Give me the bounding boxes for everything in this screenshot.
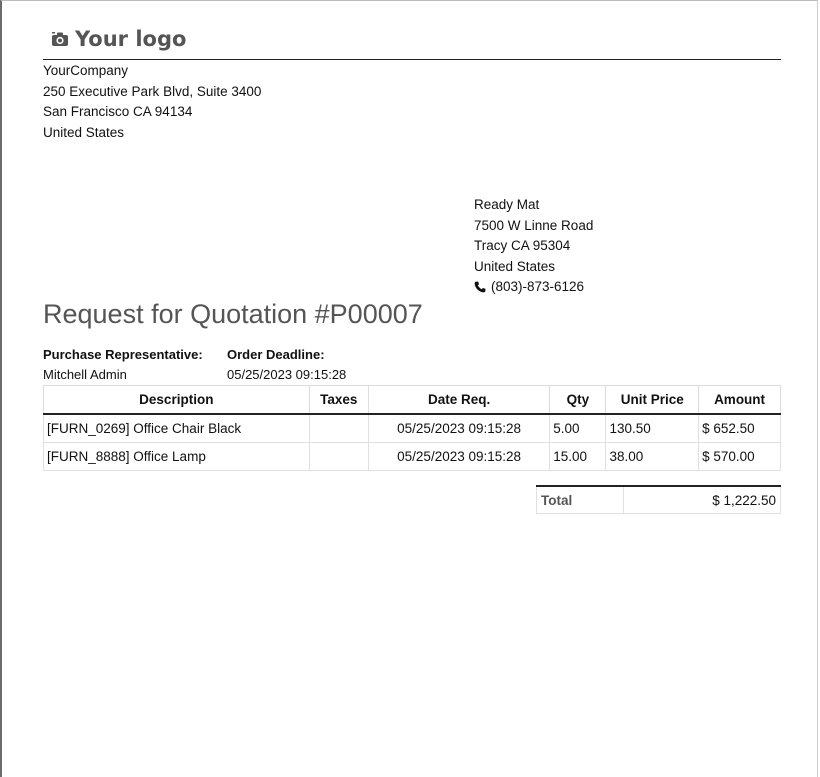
row-qty: 15.00 bbox=[550, 443, 606, 471]
order-deadline-block bbox=[227, 345, 346, 385]
total-label: Total bbox=[537, 486, 624, 514]
row-description: [FURN_8888] Office Lamp bbox=[44, 443, 310, 471]
table-row bbox=[44, 443, 781, 471]
logo-text: Your logo bbox=[75, 27, 187, 51]
total-row bbox=[537, 486, 781, 514]
total-value: $ 1,222.50 bbox=[624, 486, 781, 514]
row-amount: $ 652.50 bbox=[699, 414, 781, 443]
col-qty: Qty bbox=[550, 386, 606, 415]
company-address bbox=[43, 61, 261, 143]
vendor-name: Ready Mat bbox=[474, 197, 540, 212]
col-amount: Amount bbox=[699, 386, 781, 415]
col-description: Description bbox=[44, 386, 310, 415]
company-city: San Francisco CA 94134 bbox=[43, 104, 193, 119]
col-taxes: Taxes bbox=[309, 386, 368, 415]
company-logo bbox=[51, 27, 186, 51]
col-unit-price: Unit Price bbox=[606, 386, 699, 415]
vendor-address bbox=[474, 195, 593, 298]
purchase-rep-label: Purchase Representative: bbox=[43, 347, 203, 362]
company-name: YourCompany bbox=[43, 63, 129, 78]
purchase-rep-value: Mitchell Admin bbox=[43, 367, 127, 382]
row-date-req: 05/25/2023 09:15:28 bbox=[368, 443, 549, 471]
order-lines-table bbox=[43, 385, 781, 471]
col-date-req: Date Req. bbox=[368, 386, 549, 415]
table-row bbox=[44, 414, 781, 443]
purchase-rep-block bbox=[43, 345, 203, 385]
vendor-country: United States bbox=[474, 258, 556, 274]
row-amount: $ 570.00 bbox=[699, 443, 781, 471]
row-date-req: 05/25/2023 09:15:28 bbox=[368, 414, 549, 443]
vendor-city: Tracy CA 95304 bbox=[474, 238, 571, 253]
company-street: 250 Executive Park Blvd, Suite 3400 bbox=[43, 83, 262, 99]
header-logo-row bbox=[43, 19, 781, 60]
phone-icon bbox=[474, 281, 486, 293]
row-taxes bbox=[309, 443, 368, 471]
order-deadline-label: Order Deadline: bbox=[227, 347, 325, 362]
row-description: [FURN_0269] Office Chair Black bbox=[44, 414, 310, 443]
vendor-street: 7500 W Linne Road bbox=[474, 217, 594, 233]
document-title: Request for Quotation #P00007 bbox=[43, 299, 423, 329]
camera-icon bbox=[51, 30, 69, 48]
vendor-phone-line bbox=[474, 277, 593, 298]
table-header-row bbox=[44, 386, 781, 415]
row-unit-price: 38.00 bbox=[606, 443, 699, 471]
order-deadline-value: 05/25/2023 09:15:28 bbox=[227, 367, 347, 382]
company-country: United States bbox=[43, 124, 125, 140]
row-taxes bbox=[309, 414, 368, 443]
row-unit-price: 130.50 bbox=[606, 414, 699, 443]
totals-table bbox=[536, 485, 781, 514]
row-qty: 5.00 bbox=[550, 414, 606, 443]
vendor-phone: (803)-873-6126 bbox=[491, 279, 585, 294]
